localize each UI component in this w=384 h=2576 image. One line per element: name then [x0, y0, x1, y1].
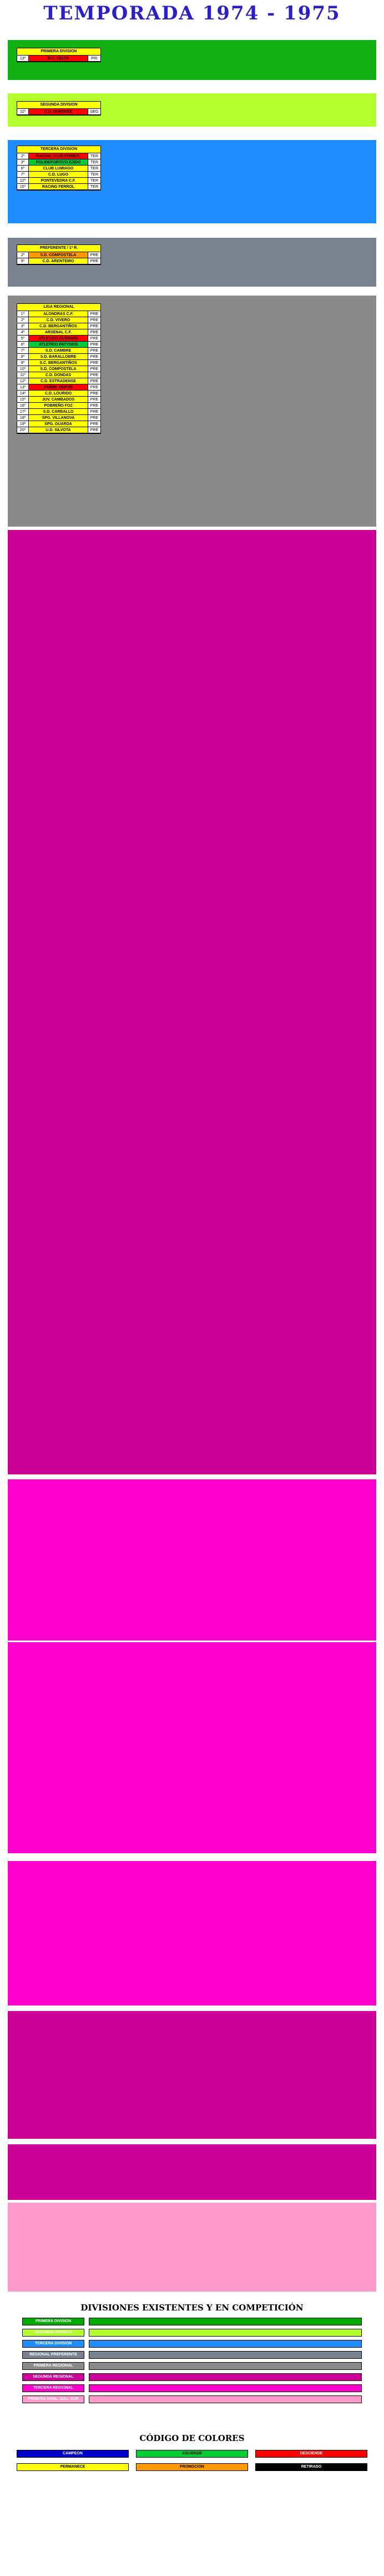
team-cell: C.D. LUGO	[29, 172, 88, 177]
table-row	[17, 329, 100, 336]
position-cell: 2º	[17, 317, 29, 323]
team-cell: C.D. DONDAS	[29, 372, 88, 378]
division-legend-chip: PRIMERA DIVISION	[22, 2318, 84, 2325]
division-legend-chip: TERCERA REGIONAL	[22, 2384, 84, 2392]
table-row	[17, 56, 100, 62]
team-cell: S.D. BARALLOBRE	[29, 354, 88, 359]
division-legend-chip: TERCERA DIVISION	[22, 2340, 84, 2348]
position-cell: 14º	[17, 391, 29, 396]
table-row	[17, 384, 100, 391]
table-row	[17, 372, 100, 378]
team-cell: SPG. GUARDA	[29, 421, 88, 427]
position-cell: 6º	[17, 342, 29, 347]
position-cell: 15º	[17, 397, 29, 402]
table-header-label: SEGUNDA DIVISION	[40, 103, 78, 107]
team-cell: POBREÑO FOZ	[29, 403, 88, 408]
position-cell: 19º	[17, 421, 29, 427]
color-code-chip: RETIRADO	[255, 2463, 367, 2471]
page-title: TEMPORADA 1974 - 1975	[43, 2, 341, 24]
position-cell: 12º	[17, 178, 29, 183]
division-code-cell: PRE	[88, 421, 100, 427]
division-legend-bar	[89, 2395, 362, 2403]
team-cell: S.D. CARBALLO	[29, 409, 88, 414]
division-legend-chip: REGIONAL PREFERENTE	[22, 2351, 84, 2359]
table-row	[17, 421, 100, 427]
position-cell: 7º	[17, 348, 29, 353]
table-row	[17, 159, 100, 166]
division-legend-bar	[89, 2329, 362, 2337]
division-code-cell: PRE	[88, 397, 100, 402]
division-legend-bar	[89, 2384, 362, 2392]
division-legend-chip: SEGUNDA REGIONAL	[22, 2373, 84, 2381]
team-cell: FABRIL DEPOR	[29, 384, 88, 390]
division-code-cell: PRE	[88, 348, 100, 353]
division-code-cell: PRE	[88, 378, 100, 384]
position-cell: 7º	[17, 172, 29, 177]
table-row	[17, 378, 100, 384]
division-code-cell: PRE	[88, 336, 100, 341]
table-row	[17, 252, 100, 258]
position-cell: 5º	[17, 336, 29, 341]
division-legend-bar	[89, 2340, 362, 2348]
division-code-cell: PRE	[88, 311, 100, 317]
division-code-cell: PRE	[88, 415, 100, 421]
division-code-cell: PRE	[88, 317, 100, 323]
division-band	[8, 530, 376, 1474]
position-cell: 9º	[17, 360, 29, 366]
division-band	[8, 1642, 376, 1853]
table-row	[17, 348, 100, 354]
team-cell: C.D. OURENSE	[29, 109, 88, 114]
division-code-cell: PRE	[88, 252, 100, 258]
position-cell: 17º	[17, 409, 29, 414]
table-row	[17, 342, 100, 348]
division-code-cell: PRE	[88, 354, 100, 359]
segunda-standings-table	[17, 101, 101, 116]
division-code-cell: PRE	[88, 342, 100, 347]
team-cell: PONTEVEDRA C.F.	[29, 178, 88, 183]
division-code-cell: TER	[88, 178, 100, 183]
position-cell: 4º	[17, 329, 29, 335]
division-code-cell: PRE	[88, 360, 100, 366]
division-code-cell: TER	[88, 159, 100, 165]
team-cell: C.D. LOURIDO	[29, 391, 88, 396]
division-band	[8, 2203, 376, 2292]
primera-standings-table	[17, 48, 101, 62]
table-row	[17, 415, 100, 421]
division-code-cell: PRE	[88, 366, 100, 372]
division-legend-bar	[89, 2318, 362, 2325]
team-cell: CLUB LUMIAGO	[29, 166, 88, 171]
division-code-cell: PRI	[88, 56, 100, 61]
position-cell: 15º	[17, 184, 29, 189]
tercera-standings-table	[17, 146, 101, 191]
team-cell: R.C. CELTA	[29, 56, 88, 61]
team-cell: U.D. SILVOTA	[29, 427, 88, 433]
grupo-standings-table	[17, 303, 101, 434]
division-legend-bar	[89, 2373, 362, 2381]
table-row	[17, 409, 100, 415]
division-legend-bar	[89, 2351, 362, 2359]
color-code-chip: ASCIENDE	[136, 2450, 248, 2458]
table-row	[17, 336, 100, 342]
table-header	[17, 146, 100, 153]
division-code-cell: PRE	[88, 409, 100, 414]
position-cell: 13º	[17, 56, 29, 61]
table-header-label: PRIMERA DIVISION	[41, 49, 77, 53]
table-row	[17, 403, 100, 409]
division-band	[8, 2011, 376, 2139]
color-code-chip: PERMANECE	[17, 2463, 129, 2471]
table-row	[17, 184, 100, 190]
table-row	[17, 427, 100, 433]
division-code-cell: PRE	[88, 258, 100, 264]
position-cell: 11º	[17, 109, 29, 114]
team-cell: ATLETICO OURENSE	[29, 336, 88, 341]
team-cell: C.D. VIVERO	[29, 317, 88, 323]
position-cell: 13º	[17, 384, 29, 390]
position-cell: 9º	[17, 258, 29, 264]
position-cell: 20º	[17, 427, 29, 433]
team-cell: ATLETICO PATYSEIS	[29, 342, 88, 347]
table-row	[17, 397, 100, 403]
team-cell: ALONDRAS C.F.	[29, 311, 88, 317]
division-code-cell: PRE	[88, 372, 100, 378]
division-legend-chip: PRIMERA RGNL. GAL. SUR	[22, 2395, 84, 2403]
table-row	[17, 311, 100, 317]
position-cell: 11º	[17, 372, 29, 378]
table-header-label: PREFERENTE / 1ª R.	[39, 246, 78, 250]
table-row	[17, 317, 100, 323]
table-row	[17, 166, 100, 172]
table-header	[17, 102, 100, 109]
division-code-cell: TER	[88, 166, 100, 171]
team-cell: C.D. ARENTEIRO	[29, 258, 88, 264]
color-code-chip: CAMPEON	[17, 2450, 129, 2458]
position-cell: 3º	[17, 323, 29, 329]
division-code-cell: PRE	[88, 329, 100, 335]
division-band	[8, 1861, 376, 2005]
table-header-label: LIGA REGIONAL	[43, 305, 74, 309]
division-code-cell: PRE	[88, 323, 100, 329]
division-band	[8, 2144, 376, 2200]
team-cell: C.D. ESTRADENSE	[29, 378, 88, 384]
table-row	[17, 360, 100, 366]
table-row	[17, 178, 100, 184]
position-cell: 2º	[17, 252, 29, 258]
division-code-cell: PRE	[88, 427, 100, 433]
table-row	[17, 323, 100, 329]
position-cell: 3º	[17, 159, 29, 165]
division-code-cell: TER	[88, 153, 100, 159]
position-cell: 8º	[17, 354, 29, 359]
color-code-chip: PROMOCION	[136, 2463, 248, 2471]
division-code-cell: PRE	[88, 384, 100, 390]
position-cell: 6º	[17, 166, 29, 171]
table-row	[17, 391, 100, 397]
table-header-label: TERCERA DIVISION	[40, 147, 78, 151]
table-header	[17, 48, 100, 56]
position-cell: 1º	[17, 311, 29, 317]
division-legend-chip: PRIMERA REGIONAL	[22, 2362, 84, 2370]
regional-standings-table	[17, 244, 101, 265]
team-cell: S.C. BERGANTIÑOS	[29, 360, 88, 366]
table-row	[17, 153, 100, 159]
table-row	[17, 258, 100, 264]
division-code-cell: TER	[88, 184, 100, 189]
table-row	[17, 172, 100, 178]
team-cell: S.D. COMPOSTELA	[29, 366, 88, 372]
position-cell: 16º	[17, 403, 29, 408]
position-cell: 2º	[17, 153, 29, 159]
team-cell: RACING CLUB FERROL	[29, 153, 88, 159]
codes-title: CÓDIGO DE COLORES	[139, 2433, 245, 2443]
team-cell: RACING FERROL	[29, 184, 88, 189]
table-header	[17, 304, 100, 311]
team-cell: S.D. CAMBRE	[29, 348, 88, 353]
position-cell: 10º	[17, 366, 29, 372]
team-cell: SPG. VILLANOVA	[29, 415, 88, 421]
divisions-title: DIVISIONES EXISTENTES Y EN COMPETICIÓN	[80, 2303, 304, 2313]
division-code-cell: SEG	[88, 109, 100, 114]
table-header	[17, 245, 100, 252]
division-code-cell: PRE	[88, 391, 100, 396]
position-cell: 12º	[17, 378, 29, 384]
table-row	[17, 366, 100, 372]
team-cell: S.D. COMPOSTELA	[29, 252, 88, 258]
team-cell: ARSENAL C.F.	[29, 329, 88, 335]
color-code-chip: DESCIENDE	[255, 2450, 367, 2458]
division-band	[8, 1479, 376, 1640]
position-cell: 18º	[17, 415, 29, 421]
division-legend-chip: SEGUNDA DIVISION	[22, 2329, 84, 2337]
team-cell: POLIDEPORTIVO EJIDO	[29, 159, 88, 165]
table-row	[17, 354, 100, 360]
division-code-cell: PRE	[88, 403, 100, 408]
table-row	[17, 109, 100, 115]
division-code-cell: TER	[88, 172, 100, 177]
division-legend-bar	[89, 2362, 362, 2370]
team-cell: JUV. CAMBADOS	[29, 397, 88, 402]
team-cell: C.D. BERGANTIÑOS	[29, 323, 88, 329]
